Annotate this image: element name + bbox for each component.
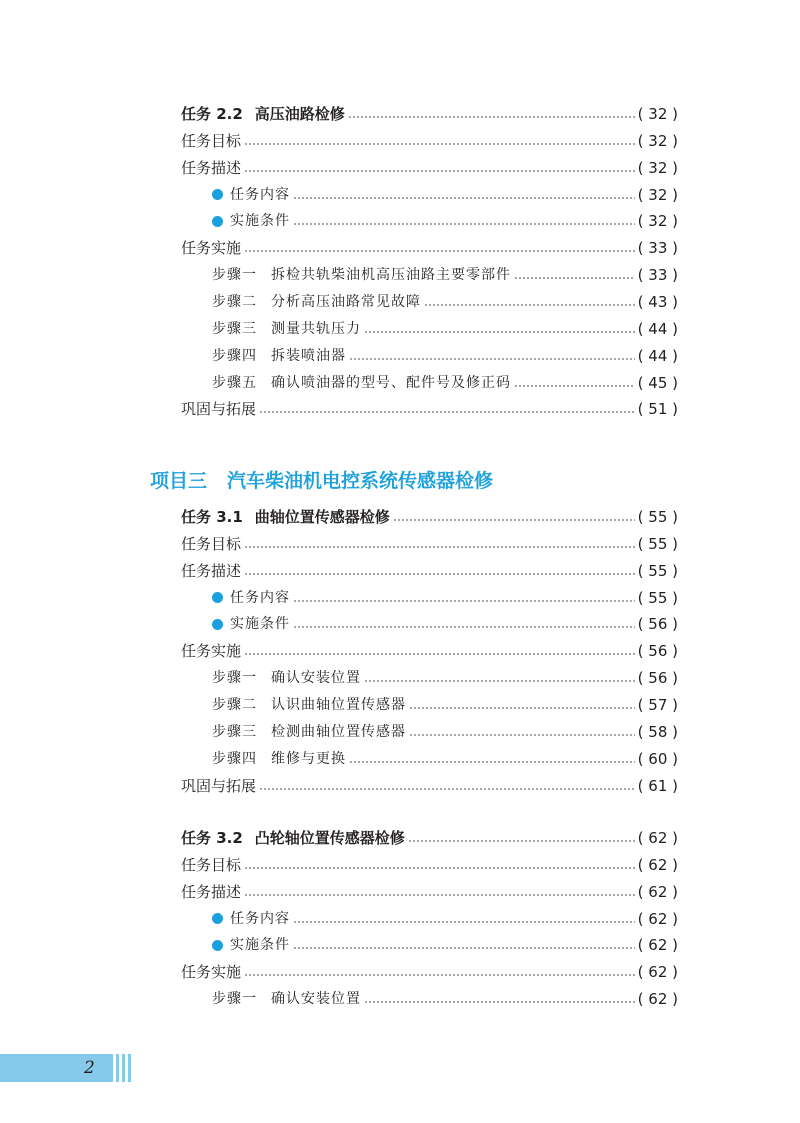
toc-entry-heading [212,906,290,932]
dot-leader [409,707,635,709]
page-number: 2 [84,1058,95,1078]
step-label: 步骤三 [212,320,257,337]
toc-entry[interactable] [181,101,678,127]
dot-leader [349,358,635,360]
bullet-icon [212,189,223,200]
toc-entry[interactable] [212,719,678,745]
entry-label: 任务实施 [181,963,242,982]
page-reference: ( 62 ) [637,936,678,955]
dot-leader [393,519,635,521]
page-reference: ( 60 ) [637,749,678,768]
toc-entry[interactable] [181,852,678,878]
page-reference: ( 45 ) [637,373,678,392]
page-reference: ( 32 ) [637,158,678,177]
step-title: 测量共轨压力 [271,320,361,337]
dot-leader [293,197,635,199]
step-title: 检测曲轴位置传感器 [271,723,406,740]
footer-stripe [128,1054,131,1082]
step-label: 步骤四 [212,347,257,364]
step-label: 步骤一 [212,991,257,1008]
toc-entry-heading [212,370,511,396]
bullet-icon [212,940,223,951]
toc-entry-heading [212,719,406,745]
dot-leader [244,974,635,976]
toc-entry-heading [181,825,405,851]
page-reference: ( 44 ) [637,346,678,365]
dot-leader [244,894,635,896]
toc-entry-heading [181,101,345,127]
toc-entry-heading [212,585,290,611]
bullet-icon [212,913,223,924]
page-reference: ( 32 ) [637,105,678,123]
page-reference: ( 62 ) [637,829,678,847]
toc-entry[interactable] [181,235,678,261]
step-title: 拆装喷油器 [271,347,346,364]
page-reference: ( 62 ) [637,909,678,928]
step-title: 确认安装位置 [271,991,361,1008]
footer-stripe [122,1054,125,1082]
toc-entry[interactable] [212,585,678,611]
dot-leader [349,761,635,763]
dot-leader [244,573,635,575]
page-reference: ( 62 ) [637,990,678,1009]
dot-leader [244,867,635,869]
toc-entry-heading [212,343,346,369]
toc-entry-heading [181,959,241,985]
step-label: 步骤一 [212,670,257,687]
dot-leader [408,840,635,842]
toc-entry[interactable] [181,825,678,851]
page-reference: ( 56 ) [637,615,678,634]
toc-entry[interactable] [212,208,678,234]
dot-leader [244,653,635,655]
dot-leader [409,734,635,736]
toc-entry[interactable] [181,128,678,154]
page-reference: ( 33 ) [637,239,678,258]
bullet-icon [212,619,223,630]
toc-entry-heading [181,155,241,181]
page-reference: ( 62 ) [637,963,678,982]
task-title: 高压油路检修 [254,105,345,123]
toc-entry-heading [181,638,241,664]
project-title: 汽车柴油机电控系统传感器检修 [227,470,494,492]
project-label: 项目三 [150,470,208,492]
toc-entry[interactable] [212,316,678,342]
toc-entry-heading [212,611,290,637]
toc-entry[interactable] [212,370,678,396]
entry-label: 任务目标 [181,855,242,874]
toc-entry[interactable] [181,504,678,530]
entry-label: 任务描述 [181,158,242,177]
page-reference: ( 56 ) [637,669,678,688]
step-label: 步骤二 [212,293,257,310]
dot-leader [244,143,635,145]
entry-label: 巩固与拓展 [181,400,257,419]
toc-entry-heading [181,531,241,557]
bullet-label: 实施条件 [230,937,290,954]
dot-leader [293,921,635,923]
dot-leader [244,250,635,252]
entry-label: 任务实施 [181,642,242,661]
dot-leader [293,223,635,225]
step-label: 步骤四 [212,750,257,767]
page-reference: ( 51 ) [637,400,678,419]
page-reference: ( 58 ) [637,722,678,741]
toc-entry-heading [181,773,256,799]
page-reference: ( 55 ) [637,588,678,607]
dot-leader [259,788,635,790]
step-title: 维修与更换 [271,750,346,767]
dot-leader [364,331,635,333]
toc-entry-heading [212,692,406,718]
step-title: 确认安装位置 [271,670,361,687]
dot-leader [364,1001,635,1003]
page-reference: ( 62 ) [637,882,678,901]
task-title: 凸轮轴位置传感器检修 [254,829,405,847]
entry-label: 任务描述 [181,561,242,580]
page-reference: ( 32 ) [637,212,678,231]
project-heading [150,466,493,493]
step-title: 确认喷油器的型号、配件号及修正码 [271,374,511,391]
bullet-label: 实施条件 [230,213,290,230]
task-code: 任务 2.2 [181,105,243,123]
toc-entry[interactable] [181,396,678,422]
bullet-label: 实施条件 [230,616,290,633]
page-reference: ( 33 ) [637,266,678,285]
toc-entry[interactable] [181,638,678,664]
page-reference: ( 32 ) [637,185,678,204]
toc-entry[interactable] [181,155,678,181]
bullet-icon [212,216,223,227]
page-reference: ( 61 ) [637,776,678,795]
bullet-label: 任务内容 [230,910,290,927]
step-label: 步骤一 [212,267,257,284]
toc-entry[interactable] [212,262,678,288]
toc-entry-heading [212,665,361,691]
toc-entry-heading [212,986,361,1012]
dot-leader [293,626,635,628]
toc-entry-heading [181,558,241,584]
task-code: 任务 3.2 [181,829,243,847]
dot-leader [424,304,635,306]
bullet-icon [212,592,223,603]
toc-entry-heading [181,235,241,261]
step-label: 步骤五 [212,374,257,391]
task-code: 任务 3.1 [181,508,243,526]
dot-leader [514,277,635,279]
step-title: 拆检共轨柴油机高压油路主要零部件 [271,267,511,284]
toc-entry[interactable] [212,343,678,369]
page-reference: ( 44 ) [637,319,678,338]
footer-band [0,1054,113,1082]
page-reference: ( 43 ) [637,292,678,311]
step-label: 步骤三 [212,723,257,740]
entry-label: 任务目标 [181,534,242,553]
toc-entry[interactable] [181,879,678,905]
page-reference: ( 55 ) [637,561,678,580]
toc-entry[interactable] [181,531,678,557]
page-reference: ( 55 ) [637,534,678,553]
dot-leader [348,116,635,118]
toc-entry[interactable] [212,611,678,637]
toc-entry[interactable] [212,746,678,772]
toc-entry-heading [212,262,511,288]
entry-label: 任务实施 [181,239,242,258]
bullet-label: 任务内容 [230,589,290,606]
toc-entry-heading [212,208,290,234]
task-title: 曲轴位置传感器检修 [254,508,390,526]
toc-entry-heading [181,852,241,878]
page-reference: ( 55 ) [637,508,678,526]
dot-leader [293,947,635,949]
toc-entry-heading [212,182,290,208]
dot-leader [259,411,635,413]
page-reference: ( 56 ) [637,642,678,661]
toc-entry[interactable] [212,289,678,315]
dot-leader [244,546,635,548]
toc-entry-heading [181,504,390,530]
footer-stripe [116,1054,119,1082]
toc-entry[interactable] [212,182,678,208]
toc-entry[interactable] [181,558,678,584]
step-title: 分析高压油路常见故障 [271,293,421,310]
toc-entry-heading [212,746,346,772]
toc-entry[interactable] [212,932,678,958]
toc-entry[interactable] [212,906,678,932]
toc-entry-heading [212,289,421,315]
dot-leader [514,385,635,387]
page-reference: ( 57 ) [637,695,678,714]
toc-entry[interactable] [212,986,678,1012]
toc-entry[interactable] [212,665,678,691]
dot-leader [293,600,635,602]
toc-entry[interactable] [212,692,678,718]
step-title: 认识曲轴位置传感器 [271,696,406,713]
entry-label: 任务目标 [181,131,242,150]
toc-entry[interactable] [181,773,678,799]
bullet-label: 任务内容 [230,186,290,203]
toc-entry-heading [212,316,361,342]
dot-leader [244,170,635,172]
toc-entry-heading [181,128,241,154]
page-reference: ( 32 ) [637,131,678,150]
dot-leader [364,680,635,682]
toc-entry-heading [181,879,241,905]
page-reference: ( 62 ) [637,855,678,874]
entry-label: 巩固与拓展 [181,776,257,795]
step-label: 步骤二 [212,696,257,713]
toc-entry-heading [181,396,256,422]
toc-entry[interactable] [181,959,678,985]
toc-entry-heading [212,932,290,958]
entry-label: 任务描述 [181,882,242,901]
